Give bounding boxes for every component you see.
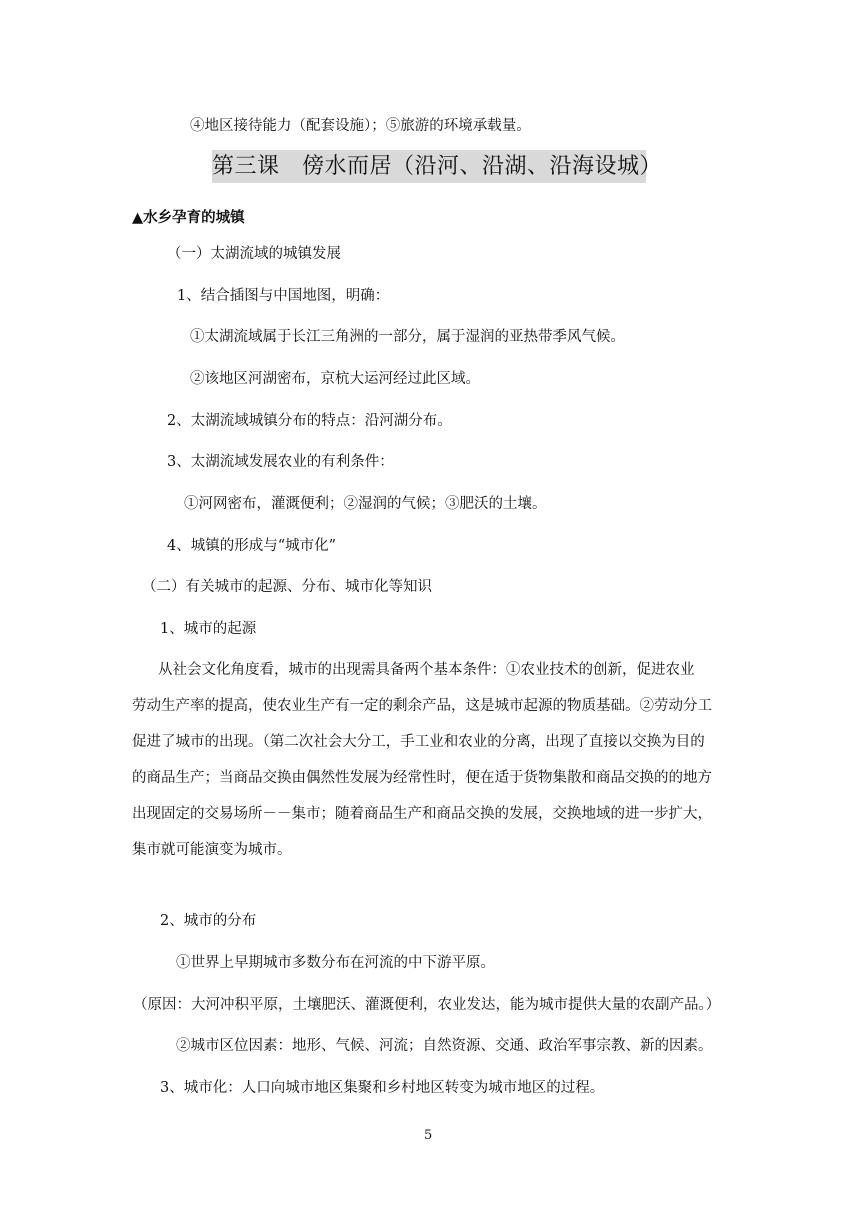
sub2-item2: 2、城市的分布 [160,913,257,929]
sub2-item2-b: ②城市区位因素：地形、气候、河流；自然资源、交通、政治军事宗教、新的因素。 [176,1038,713,1054]
origin-line: 劳动生产率的提高，使农业生产有一定的剩余产品，这是城市起源的物质基础。②劳动分工 [132,698,712,714]
sub1-item4: 4、城镇的形成与“城市化” [167,538,337,554]
origin-line: 的商品生产；当商品交换由偶然性发展为经常性时，便在适于货物集散和商品交换的的地方 [132,770,712,786]
top-item-text: ④地区接待能力（配套设施）；⑤旅游的环境承载量。 [190,118,531,134]
sub2-title: （二）有关城市的起源、分布、城市化等知识 [142,579,432,595]
sub1-item3: 3、太湖流域发展农业的有利条件： [167,454,394,470]
sub1-item1: 1、结合插图与中国地图，明确： [177,288,390,304]
sub1-item1-a: ①太湖流域属于长江三角洲的一部分，属于湿润的亚热带季风气候。 [190,329,625,345]
sub1-title: （一）太湖流域的城镇发展 [167,246,341,262]
origin-line: 促进了城市的出现。（第二次社会大分工，手工业和农业的分离，出现了直接以交换为目的 [132,734,705,750]
sub1-item3-a: ①河网密布，灌溉便利；②湿润的气候；③肥沃的土壤。 [184,496,547,512]
sub1-item2: 2、太湖流域城镇分布的特点：沿河湖分布。 [167,413,452,429]
sub2-item2-reason: （原因：大河冲积平原，土壤肥沃、灌溉便利，农业发达，能为城市提供大量的农副产品。） [133,997,721,1013]
origin-line: 集市就可能演变为城市。 [132,842,292,858]
origin-paragraph [132,652,744,868]
section-heading: ▲水乡孕育的城镇 [132,210,245,226]
lesson-title: 第三课 傍水而居（沿河、沿湖、沿海设城） [212,150,646,183]
sub1-item1-b: ②该地区河湖密布，京杭大运河经过此区域。 [190,371,480,387]
sub2-item2-a: ①世界上早期城市多数分布在河流的中下游平原。 [176,955,495,971]
origin-line: 从社会文化角度看，城市的出现需具备两个基本条件：①农业技术的创新，促进农业 [158,662,695,678]
sub2-item3: 3、城市化：人口向城市地区集聚和乡村地区转变为城市地区的过程。 [160,1080,605,1096]
page-number: 5 [424,1128,433,1143]
origin-line: 出现固定的交易场所－－集市；随着商品生产和商品交换的发展，交换地域的进一步扩大， [132,806,712,822]
sub2-item1: 1、城市的起源 [160,621,257,637]
